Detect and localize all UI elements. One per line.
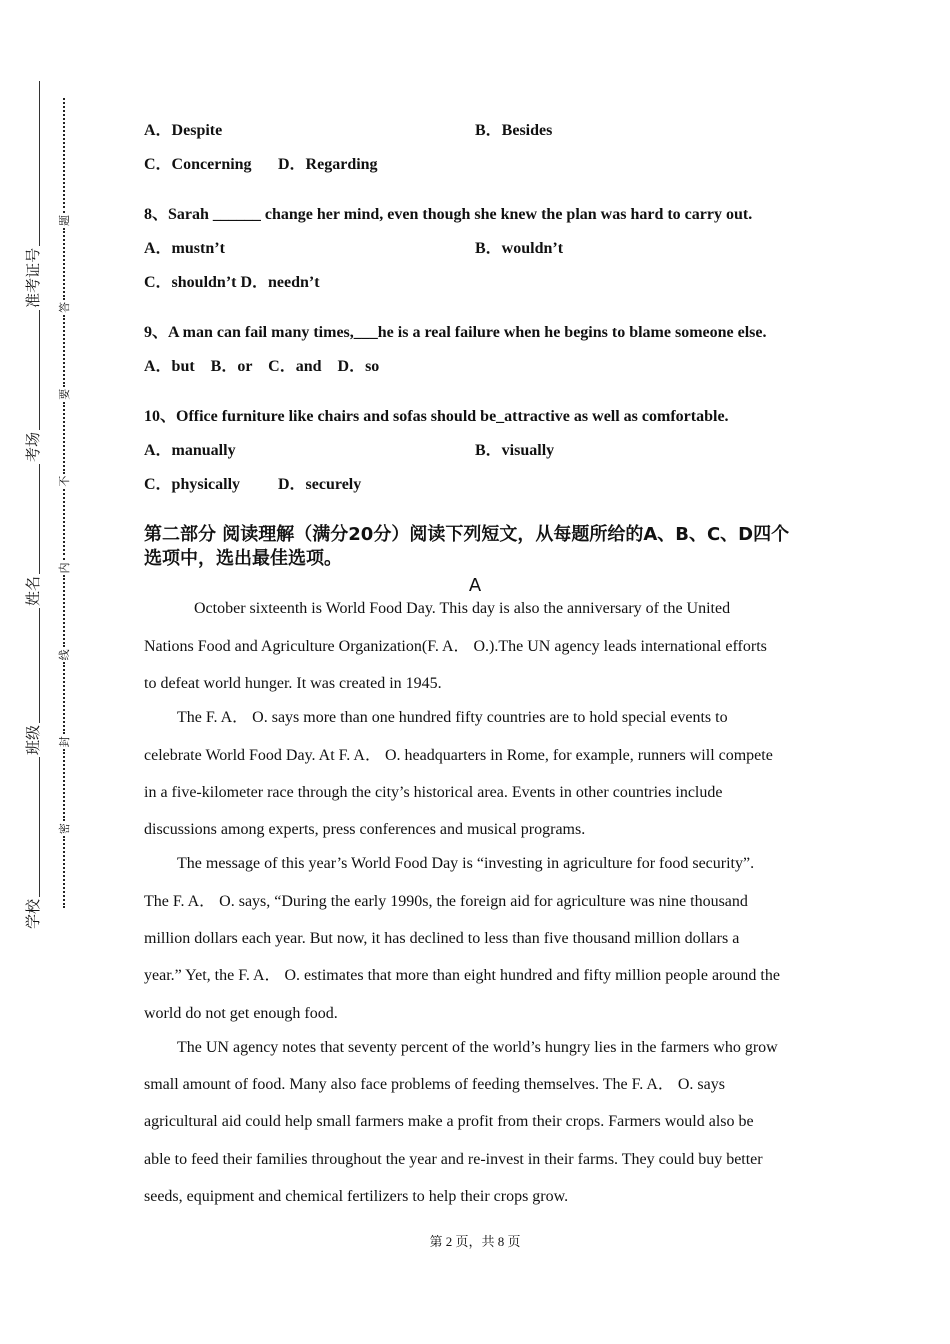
q8-option-a: A．mustn’t: [144, 240, 225, 257]
q10-option-d: D．securely: [278, 476, 362, 493]
seal-char: 线: [58, 649, 71, 661]
field-exam-number: 准考证号: [24, 247, 42, 308]
q9-options: A．but B．or C．and D．so: [144, 358, 380, 375]
field-exam-room: 考场: [24, 431, 42, 462]
passage-line: world do not get enough food.: [144, 1005, 338, 1022]
passage-line: to defeat world hunger. It was created in 1945.: [144, 675, 442, 692]
passage-title: A: [468, 575, 482, 596]
seal-char: 不: [58, 475, 71, 487]
passage-line: year.” Yet, the F. A． O. estimates that more than eight hundred and fifty million people around the: [144, 967, 780, 984]
q10-stem: 10、Office furniture like chairs and sofas should be_attractive as well as comfortable.: [144, 408, 729, 425]
q8-stem: 8、Sarah ______ change her mind, even though she knew the plan was hard to carry out.: [144, 206, 753, 223]
passage-line: able to feed their families throughout the year and re-invest in their farms. They could buy better: [144, 1151, 763, 1168]
q8-options-cd: C．shouldn’t D．needn’t: [144, 274, 320, 291]
q7-option-d: D．Regarding: [278, 156, 378, 173]
q7-option-a: A．Despite: [144, 122, 223, 139]
q10-option-c: C．physically: [144, 476, 241, 493]
blank-line: [39, 464, 40, 574]
passage-line: agricultural aid could help small farmers make a profit from their crops. Farmers would also be: [144, 1113, 754, 1130]
seal-char: 内: [58, 562, 71, 574]
field-name: 姓名: [24, 575, 42, 606]
q9-stem: 9、A man can fail many times,___he is a real failure when he begins to blame someone else.: [144, 324, 767, 341]
passage-line: discussions among experts, press conferences and musical programs.: [144, 821, 586, 838]
seal-char: 封: [58, 736, 71, 748]
passage-line: The UN agency notes that seventy percent of the world’s hungry lies in the farmers who grow: [177, 1039, 778, 1056]
q7-option-c: C．Concerning: [144, 156, 252, 173]
passage-line: million dollars each year. But now, it has declined to less than five thousand million dollars a: [144, 930, 740, 947]
seal-char: 密: [58, 823, 71, 835]
passage-line: seeds, equipment and chemical fertilizers to help their crops grow.: [144, 1188, 569, 1205]
blank-line: [39, 608, 40, 723]
seal-char: 答: [58, 301, 71, 313]
q8-option-b: B．wouldn’t: [475, 240, 564, 257]
passage-line: The F. A． O. says more than one hundred fifty countries are to hold special events to: [177, 709, 728, 726]
passage-line: in a five-kilometer race through the city’s historical area. Events in other countries include: [144, 784, 723, 801]
field-school: 学校: [24, 898, 42, 929]
q10-option-a: A．manually: [144, 442, 236, 459]
passage-line: celebrate World Food Day. At F. A． O. headquarters in Rome, for example, runners will compete: [144, 747, 773, 764]
blank-line: [39, 757, 40, 897]
seal-char: 题: [58, 215, 71, 226]
blank-line: [39, 81, 40, 246]
passage-line: The message of this year’s World Food Day is “investing in agriculture for food security”.: [177, 855, 755, 872]
page-footer: 第 2 页，共 8 页: [429, 1234, 521, 1249]
passage-line: The F. A． O. says, “During the early 1990s, the foreign aid for agriculture was nine thousand: [144, 893, 748, 910]
passage-line: Nations Food and Agriculture Organization(F. A． O.).The UN agency leads international efforts: [144, 638, 767, 655]
seal-char: 要: [58, 388, 71, 400]
seal-line: [56, 98, 72, 908]
student-info-margin: [21, 81, 43, 931]
section-heading-cont: 选项中，选出最佳选项。: [144, 548, 342, 569]
blank-line: [39, 310, 40, 430]
q7-option-b: B．Besides: [475, 122, 553, 139]
field-class: 班级: [24, 724, 42, 755]
q10-option-b: B．visually: [475, 442, 555, 459]
passage-line: October sixteenth is World Food Day. This day is also the anniversary of the United: [194, 600, 731, 617]
passage-line: small amount of food. Many also face problems of feeding themselves. The F. A． O. says: [144, 1076, 725, 1093]
section-heading: 第二部分 阅读理解（满分20分）阅读下列短文，从每题所给的A、B、C、D四个: [144, 524, 790, 545]
